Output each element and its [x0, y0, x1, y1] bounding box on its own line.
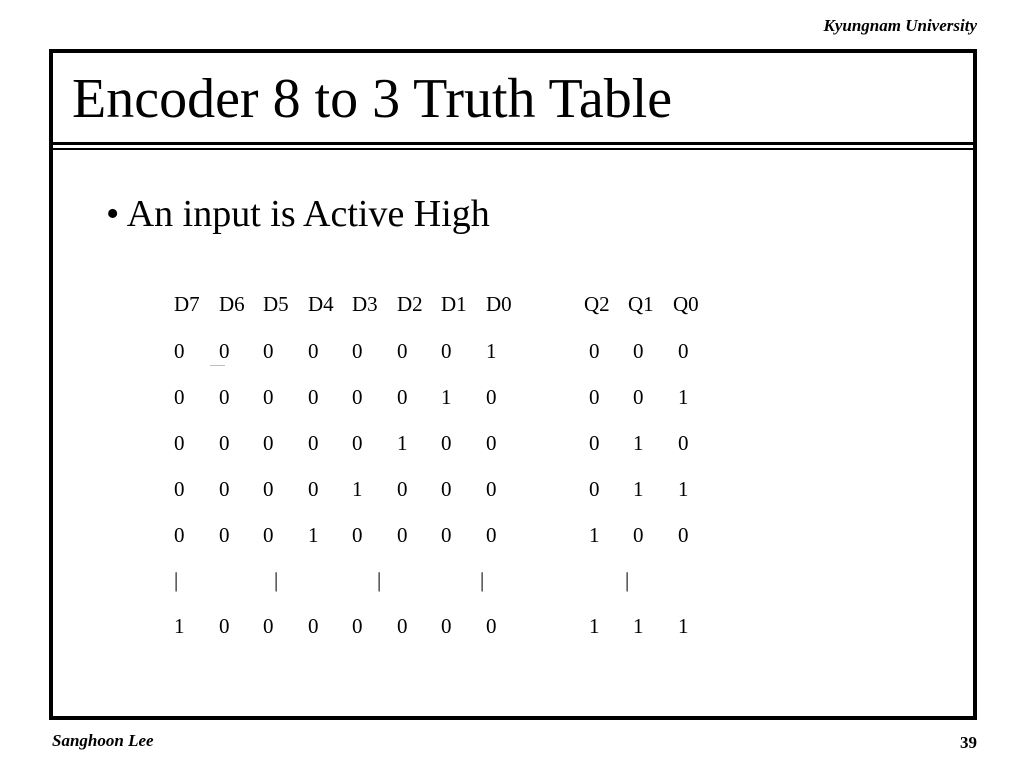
slide-title: Encoder 8 to 3 Truth Table [72, 68, 673, 130]
input-value: 0 [219, 431, 230, 455]
input-value: 1 [174, 614, 185, 638]
input-value: 0 [397, 614, 408, 638]
input-value: 0 [441, 339, 452, 363]
input-value: 0 [486, 477, 497, 501]
input-header: D6 [219, 292, 245, 316]
output-value: 0 [589, 431, 600, 455]
input-value: 0 [174, 523, 185, 547]
output-header: Q2 [584, 292, 610, 316]
input-value: 0 [397, 523, 408, 547]
input-value: 0 [441, 477, 452, 501]
input-value: 1 [486, 339, 497, 363]
output-value: 0 [678, 339, 689, 363]
input-header: D3 [352, 292, 378, 316]
bullet-text: • An input is Active High [106, 193, 490, 235]
input-value: 1 [397, 431, 408, 455]
output-value: 0 [589, 339, 600, 363]
output-value: 1 [678, 614, 689, 638]
input-value: 0 [486, 385, 497, 409]
input-value: 1 [441, 385, 452, 409]
input-value: 0 [486, 523, 497, 547]
output-value: 1 [678, 385, 689, 409]
title-rule-bottom [53, 148, 973, 150]
input-header: D4 [308, 292, 334, 316]
input-value: 0 [308, 431, 319, 455]
input-header: D7 [174, 292, 200, 316]
input-value: 0 [174, 477, 185, 501]
input-value: 0 [397, 477, 408, 501]
input-value: 0 [352, 339, 363, 363]
input-header: D0 [486, 292, 512, 316]
output-value: 0 [589, 477, 600, 501]
input-value: 1 [352, 477, 363, 501]
input-value: 0 [263, 431, 274, 455]
input-value: 0 [397, 339, 408, 363]
ellipsis-mark: | [377, 568, 382, 592]
input-value: 0 [352, 523, 363, 547]
output-value: 1 [678, 477, 689, 501]
ellipsis-mark: | [174, 568, 179, 592]
input-value: 0 [174, 385, 185, 409]
input-header: D2 [397, 292, 423, 316]
input-value: 0 [397, 385, 408, 409]
output-value: 0 [678, 431, 689, 455]
output-header: Q0 [673, 292, 699, 316]
input-value: 0 [441, 523, 452, 547]
input-value: 0 [174, 431, 185, 455]
input-value: 0 [219, 614, 230, 638]
input-value: 0 [263, 339, 274, 363]
input-value: 0 [486, 614, 497, 638]
underline-mark [210, 365, 225, 366]
output-value: 1 [589, 614, 600, 638]
input-value: 0 [219, 523, 230, 547]
page-number: 39 [960, 733, 977, 752]
input-value: 0 [441, 614, 452, 638]
ellipsis-mark: | [480, 568, 485, 592]
input-value: 0 [219, 385, 230, 409]
input-value: 0 [174, 339, 185, 363]
input-value: 0 [352, 614, 363, 638]
input-value: 0 [219, 477, 230, 501]
input-value: 0 [263, 477, 274, 501]
ellipsis-mark: | [274, 568, 279, 592]
input-value: 0 [308, 614, 319, 638]
input-value: 0 [308, 477, 319, 501]
input-value: 0 [486, 431, 497, 455]
input-value: 1 [308, 523, 319, 547]
input-value: 0 [441, 431, 452, 455]
input-header: D1 [441, 292, 467, 316]
ellipsis-mark: | [625, 568, 630, 592]
output-value: 0 [633, 523, 644, 547]
input-value: 0 [219, 339, 230, 363]
output-value: 1 [589, 523, 600, 547]
input-value: 0 [263, 523, 274, 547]
input-value: 0 [263, 614, 274, 638]
input-value: 0 [352, 431, 363, 455]
organization-label: Kyungnam University [823, 16, 977, 35]
input-value: 0 [263, 385, 274, 409]
author-name: Sanghoon Lee [52, 731, 154, 750]
output-value: 0 [633, 339, 644, 363]
input-header: D5 [263, 292, 289, 316]
title-rule-top [53, 142, 973, 145]
input-value: 0 [308, 339, 319, 363]
output-header: Q1 [628, 292, 654, 316]
input-value: 0 [352, 385, 363, 409]
input-value: 0 [308, 385, 319, 409]
output-value: 1 [633, 477, 644, 501]
output-value: 1 [633, 431, 644, 455]
output-value: 0 [589, 385, 600, 409]
output-value: 0 [678, 523, 689, 547]
output-value: 1 [633, 614, 644, 638]
output-value: 0 [633, 385, 644, 409]
slide-frame [49, 49, 977, 720]
